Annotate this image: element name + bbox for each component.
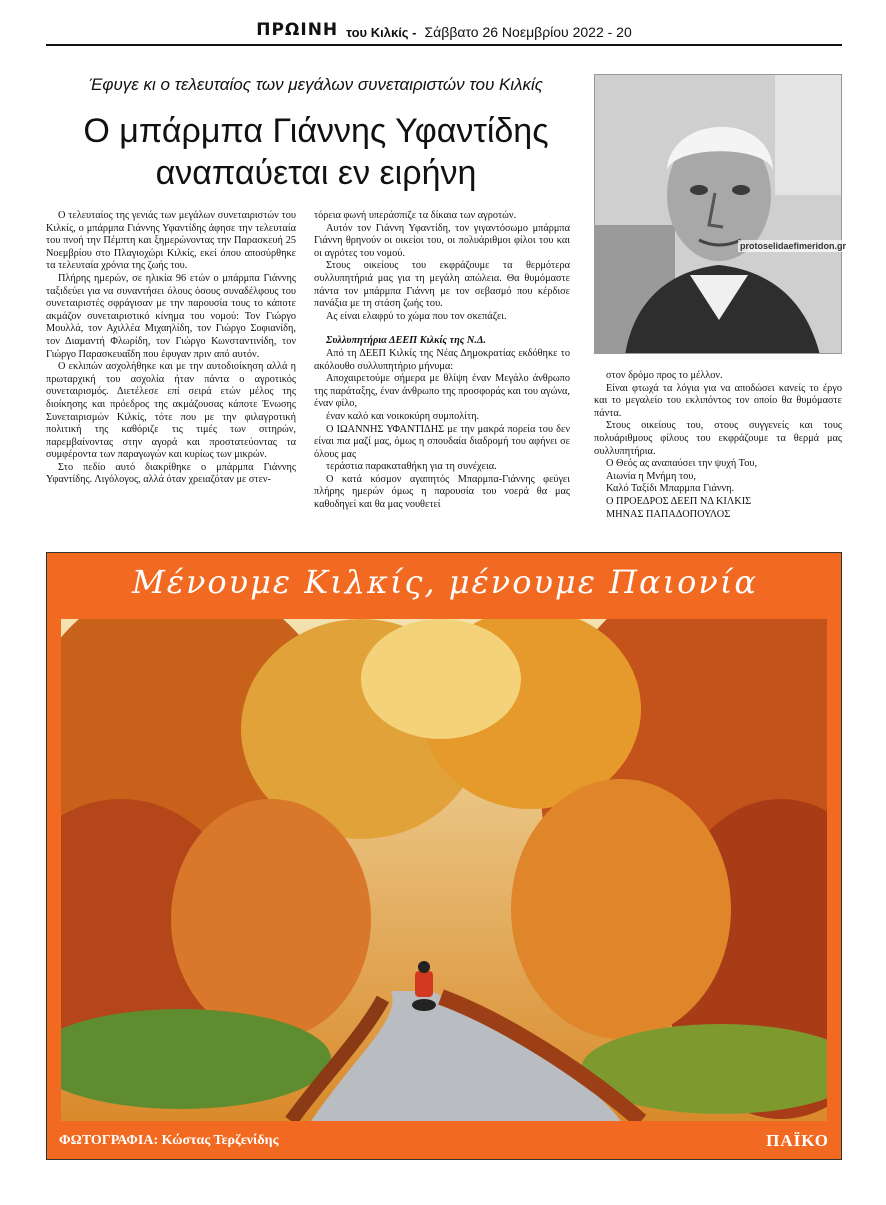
paragraph: τόρεια φωνή υπεράσπιζε τα δίκαια των αγροτών.	[314, 210, 517, 221]
paragraph: Ο κατά κόσμον αγαπητός Μπαρμπα-Γιάννης φεύγει πλήρης ημερών όμως η παρουσία του νοερά θα μας καθοδηγεί και θα μας νουθετεί	[314, 473, 570, 511]
watermark: protoselidaefimeridon.gr	[740, 241, 847, 251]
portrait-photo	[594, 74, 842, 354]
ad-brand: ΠΑΪΚΟ	[766, 1131, 829, 1150]
paragraph: Στους οικείους του, στους συγγενείς και τους πολυάριθμους φίλους του εκφράζουμε τα θερμά μας συλλυπητήρια.	[594, 420, 842, 457]
paragraph: τεράστια παρακαταθήκη για τη συνέχεια.	[326, 461, 497, 473]
paragraph: Είναι φτωχά τα λόγια για να αποδώσει κανείς το έργο και το μεγαλείο του εκλιπόντος τον οποίο θα θυμόμαστε πάντα.	[594, 382, 842, 419]
signature-name: ΜΗΝΑΣ ΠΑΠΑΔΟΠΟΥΛΟΣ	[606, 508, 731, 520]
paragraph: Ο ΙΩΑΝΝΗΣ ΥΦΑΝΤΙΔΗΣ με την μακρά πορεία του δεν είναι πια μαζί μας, όμως η σπουδαία διαδρομή του αφήνει σε όλους μας	[314, 423, 570, 460]
paragraph: Καλό Ταξίδι Μπαρμπα Γιάννη.	[606, 483, 735, 495]
article-kicker: Έφυγε κι ο τελευταίος των μεγάλων συνεταιριστών του Κιλκίς	[88, 75, 544, 94]
paragraph: Ο Θεός ας αναπαύσει την ψυχή Του,	[606, 458, 758, 470]
paragraph: Αποχαιρετούμε σήμερα με θλίψη έναν Μεγάλο άνθρωπο της παράταξης, έναν άνθρωπο της προσφοράς και του αγώνα, έναν φίλο,	[314, 373, 570, 410]
paragraph: Στους οικείους του εκφράζουμε τα θερμότερα συλλυπητήριά μας για τη μεγάλη απώλεια. Θα θυμόμαστε πάντα τον μπάρμπα Γιάννη με τον σεβασμό που κέρδισε πανάξια με τη στάση ζωής του.	[314, 260, 570, 310]
newspaper-subtitle: του Κιλκίς -	[346, 25, 417, 40]
paragraph: Ας είναι ελαφρύ το χώμα που τον σκεπάζει.	[326, 310, 507, 322]
autumn-forest-photo	[61, 619, 827, 1121]
subheading: Συλλυπητήρια ΔΕΕΠ Κιλκίς της Ν.Δ.	[326, 335, 486, 347]
paragraph: Πλήρης ημερών, σε ηλικία 96 ετών ο μπάρμπα Γιάννης ταξιδεύει για να συναντήσει όλους όσους συναδέλφους του συνεταιριστές σφράγισαν με την παρουσία τους το κάποτε ακμάζον συνεταιριστικό κίνημα του νομού: Τον Γιώργο Μουλλά, τον Αχιλλέα Μιχαηλίδη, τον Γιώργο Σοφιανίδη, τον Διαμαντή Φλωρίδη, τον Γιώργο Κωνσταντινίδη, τον Γιώργο Παρασκευαΐδη που έφυγαν πριν από αυτόν.	[46, 272, 296, 360]
article-headline	[46, 110, 586, 194]
paragraph: στον δρόμο προς το μέλλον.	[606, 370, 723, 381]
article-column-1	[46, 210, 296, 487]
photo-credit: ΦΩΤΟΓΡΑΦΙΑ: Κώστας Τερζενίδης	[59, 1133, 279, 1148]
newspaper-brand: ΠΡΩΙΝΗ	[256, 20, 339, 40]
paragraph: Αυτόν τον Γιάννη Υφαντίδη, τον γιγαντόσωμο μπάρμπα Γιάννη θρηνούν οι οικείοι του, οι πολυάριθμοι φίλοι του και οι αγρότες του νομού.	[314, 222, 570, 259]
page-header	[46, 20, 842, 46]
paragraph: Στο πεδίο αυτό διακρίθηκε ο μπάρμπα Γιάννης Υφαντίδης. Λιγόλογος, αλλά όταν χρειαζόταν με στεν-	[46, 461, 296, 486]
article-column-2	[314, 210, 570, 512]
issue-date: Σάββατο 26 Νοεμβρίου 2022 - 20	[424, 24, 632, 40]
headline-line-2: αναπαύεται εν ειρήνη	[155, 154, 477, 192]
forest-road-illustration	[61, 619, 827, 1121]
paragraph: Αιωνία η Μνήμη του,	[606, 470, 696, 482]
paiko-advertisement	[46, 552, 842, 1160]
portrait-illustration	[595, 75, 842, 354]
headline-line-1: Ο μπάρμπα Γιάννης Υφαντίδης	[83, 112, 549, 150]
paragraph: έναν καλό και νοικοκύρη συμπολίτη.	[326, 410, 480, 422]
article-column-3	[594, 370, 842, 521]
paragraph: Ο εκλιπών ασχολήθηκε και με την αυτοδιοίκηση αλλά η πρωταρχική του ασχολία ήταν πάντα ο αγροτικός συνεταιρισμός. Διετέλεσε επί σειρά ετών μέλος της διοίκησης και πρόεδρος της ακμάζουσας κάποτε Ένωσης Συνεταιρισμών Κιλκίς, τότε που με την φιλαγροτική πολιτική της καθόριζε τις τιμές των σιτηρών, παρεμβαίνοντας στην αγορά και προστατεύοντας τα συμφέροντα των παραγωγών και κυρίως των μικρών.	[46, 361, 296, 461]
paragraph: Ο τελευταίος της γενιάς των μεγάλων συνεταιριστών του Κιλκίς, ο μπάρμπα Γιάννης Υφαντίδης άφησε την τελευταία του πνοή την Πέμπτη και ξημερώνοντας την Παρασκευή 25 Νοεμβρίου στο Πλαγιοχώρι Κιλκίς, εκεί όπου αποσύρθηκε τα τελευταία χρόνια της ζωής του.	[46, 210, 296, 272]
signature-title: Ο ΠΡΟΕΔΡΟΣ ΔΕΕΠ ΝΔ ΚΙΛΚΙΣ	[606, 495, 752, 507]
paragraph: Από τη ΔΕΕΠ Κιλκίς της Νέας Δημοκρατίας εκδόθηκε το ακόλουθο συλλυπητήριο μήνυμα:	[314, 347, 570, 372]
ad-title: Μένουμε Κιλκίς, μένουμε Παιονία	[132, 563, 758, 601]
